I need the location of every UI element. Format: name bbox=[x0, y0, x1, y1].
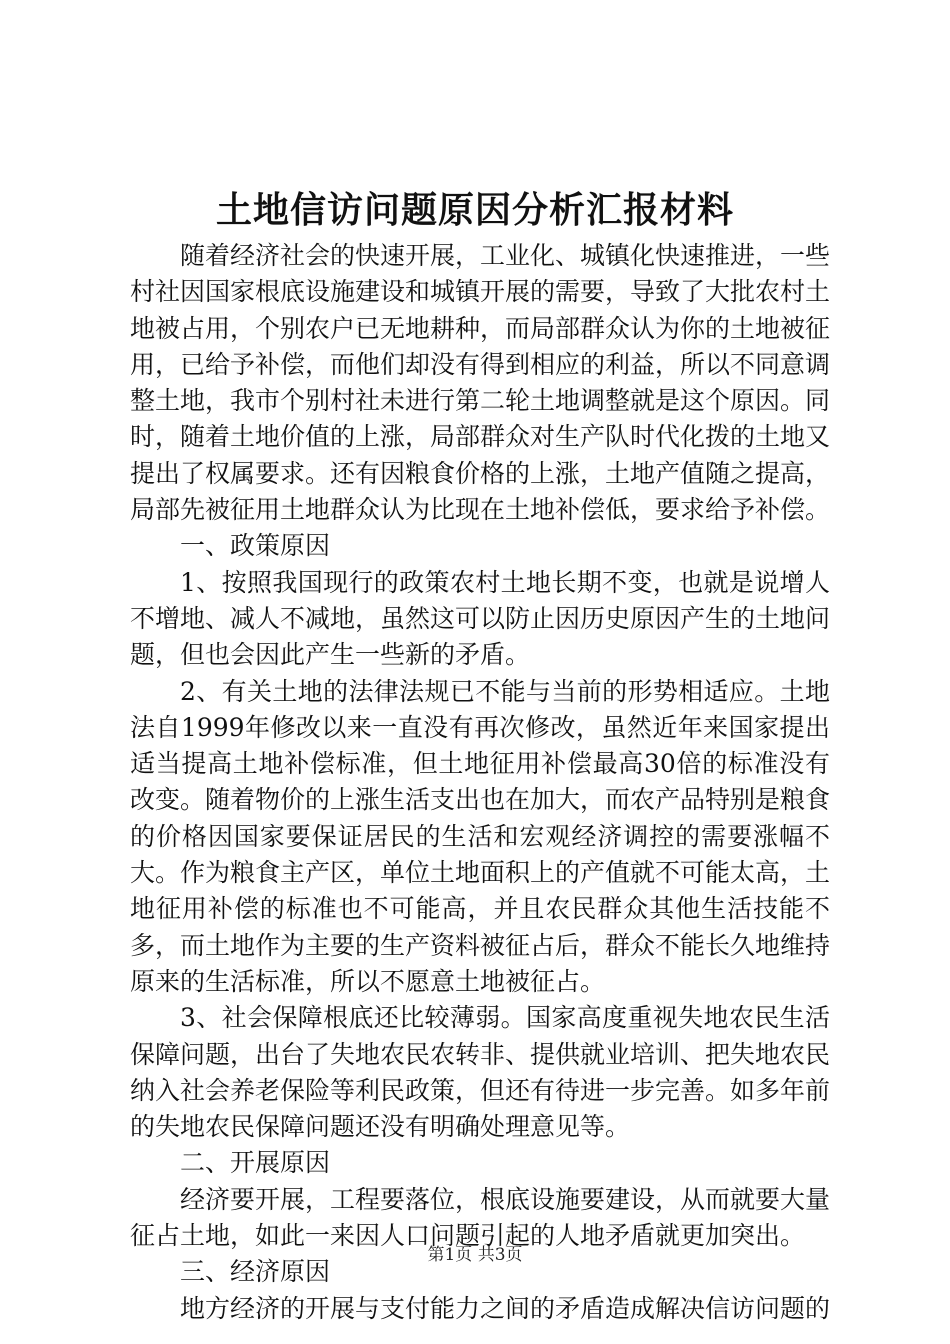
intro-paragraph: 随着经济社会的快速开展，工业化、城镇化快速推进，一些村社因国家根底设施建设和城镇开展的需要，导致了大批农村土地被占用，个别农户已无地耕种，而局部群众认为你的土地被征用，已给予补偿，而他们却没有得到相应的利益，所以不同意调整土地，我市个别村社未进行第二轮土地调整就是这个原因。同时，随着土地价值的上涨，局部群众对生产队时代化拨的土地又提出了权属要求。还有因粮食价格的上涨，土地产值随之提高，局部先被征用土地群众认为比现在土地补偿低，要求给予补偿。 bbox=[130, 241, 831, 525]
policy-point-2: 2、有关土地的法律法规已不能与当前的形势相适应。土地法自1999年修改以来一直没有再次修改，虽然近年来国家提出适当提高土地补偿标准，但土地征用补偿最高30倍的标准没有改变。随着物价的上涨生活支出也在加大，而农产品特别是粮食的价格因国家要保证居民的生活和宏观经济调控的需要涨幅不大。作为粮食主产区，单位土地面积上的产值就不可能太高，土地征用补偿的标准也不可能高，并且农民群众其他生活技能不多，而土地作为主要的生产资料被征占后，群众不能长久地维持原来的生活标准，所以不愿意土地被征占。 bbox=[130, 676, 831, 996]
policy-point-1: 1、按照我国现行的政策农村土地长期不变，也就是说增人不增地、减人不减地，虽然这可以防止因历史原因产生的土地问题，但也会因此产生一些新的矛盾。 bbox=[130, 567, 831, 670]
section-heading-policy: 一、政策原因 bbox=[180, 531, 331, 561]
policy-point-3: 3、社会保障根底还比较薄弱。国家高度重视失地农民生活保障问题，出台了失地农民农转非、提供就业培训、把失地农民纳入社会养老保险等利民政策，但还有待进一步完善。如多年前的失地农民保障问题还没有明确处理意见等。 bbox=[130, 1003, 831, 1142]
document-title: 土地信访问题原因分析汇报材料 bbox=[215, 189, 734, 231]
section-heading-development: 二、开展原因 bbox=[180, 1148, 331, 1178]
document-body bbox=[130, 238, 830, 1327]
section-heading-economic: 三、经济原因 bbox=[180, 1257, 331, 1287]
economic-paragraph: 地方经济的开展与支付能力之间的矛盾造成解决信访问题的 bbox=[180, 1293, 831, 1323]
development-paragraph: 经济要开展，工程要落位，根底设施要建设，从而就要大量征占土地，如此一来因人口问题引起的人地矛盾就更加突出。 bbox=[130, 1184, 831, 1251]
page-number-footer: 第1页 共3页 bbox=[427, 1245, 523, 1265]
